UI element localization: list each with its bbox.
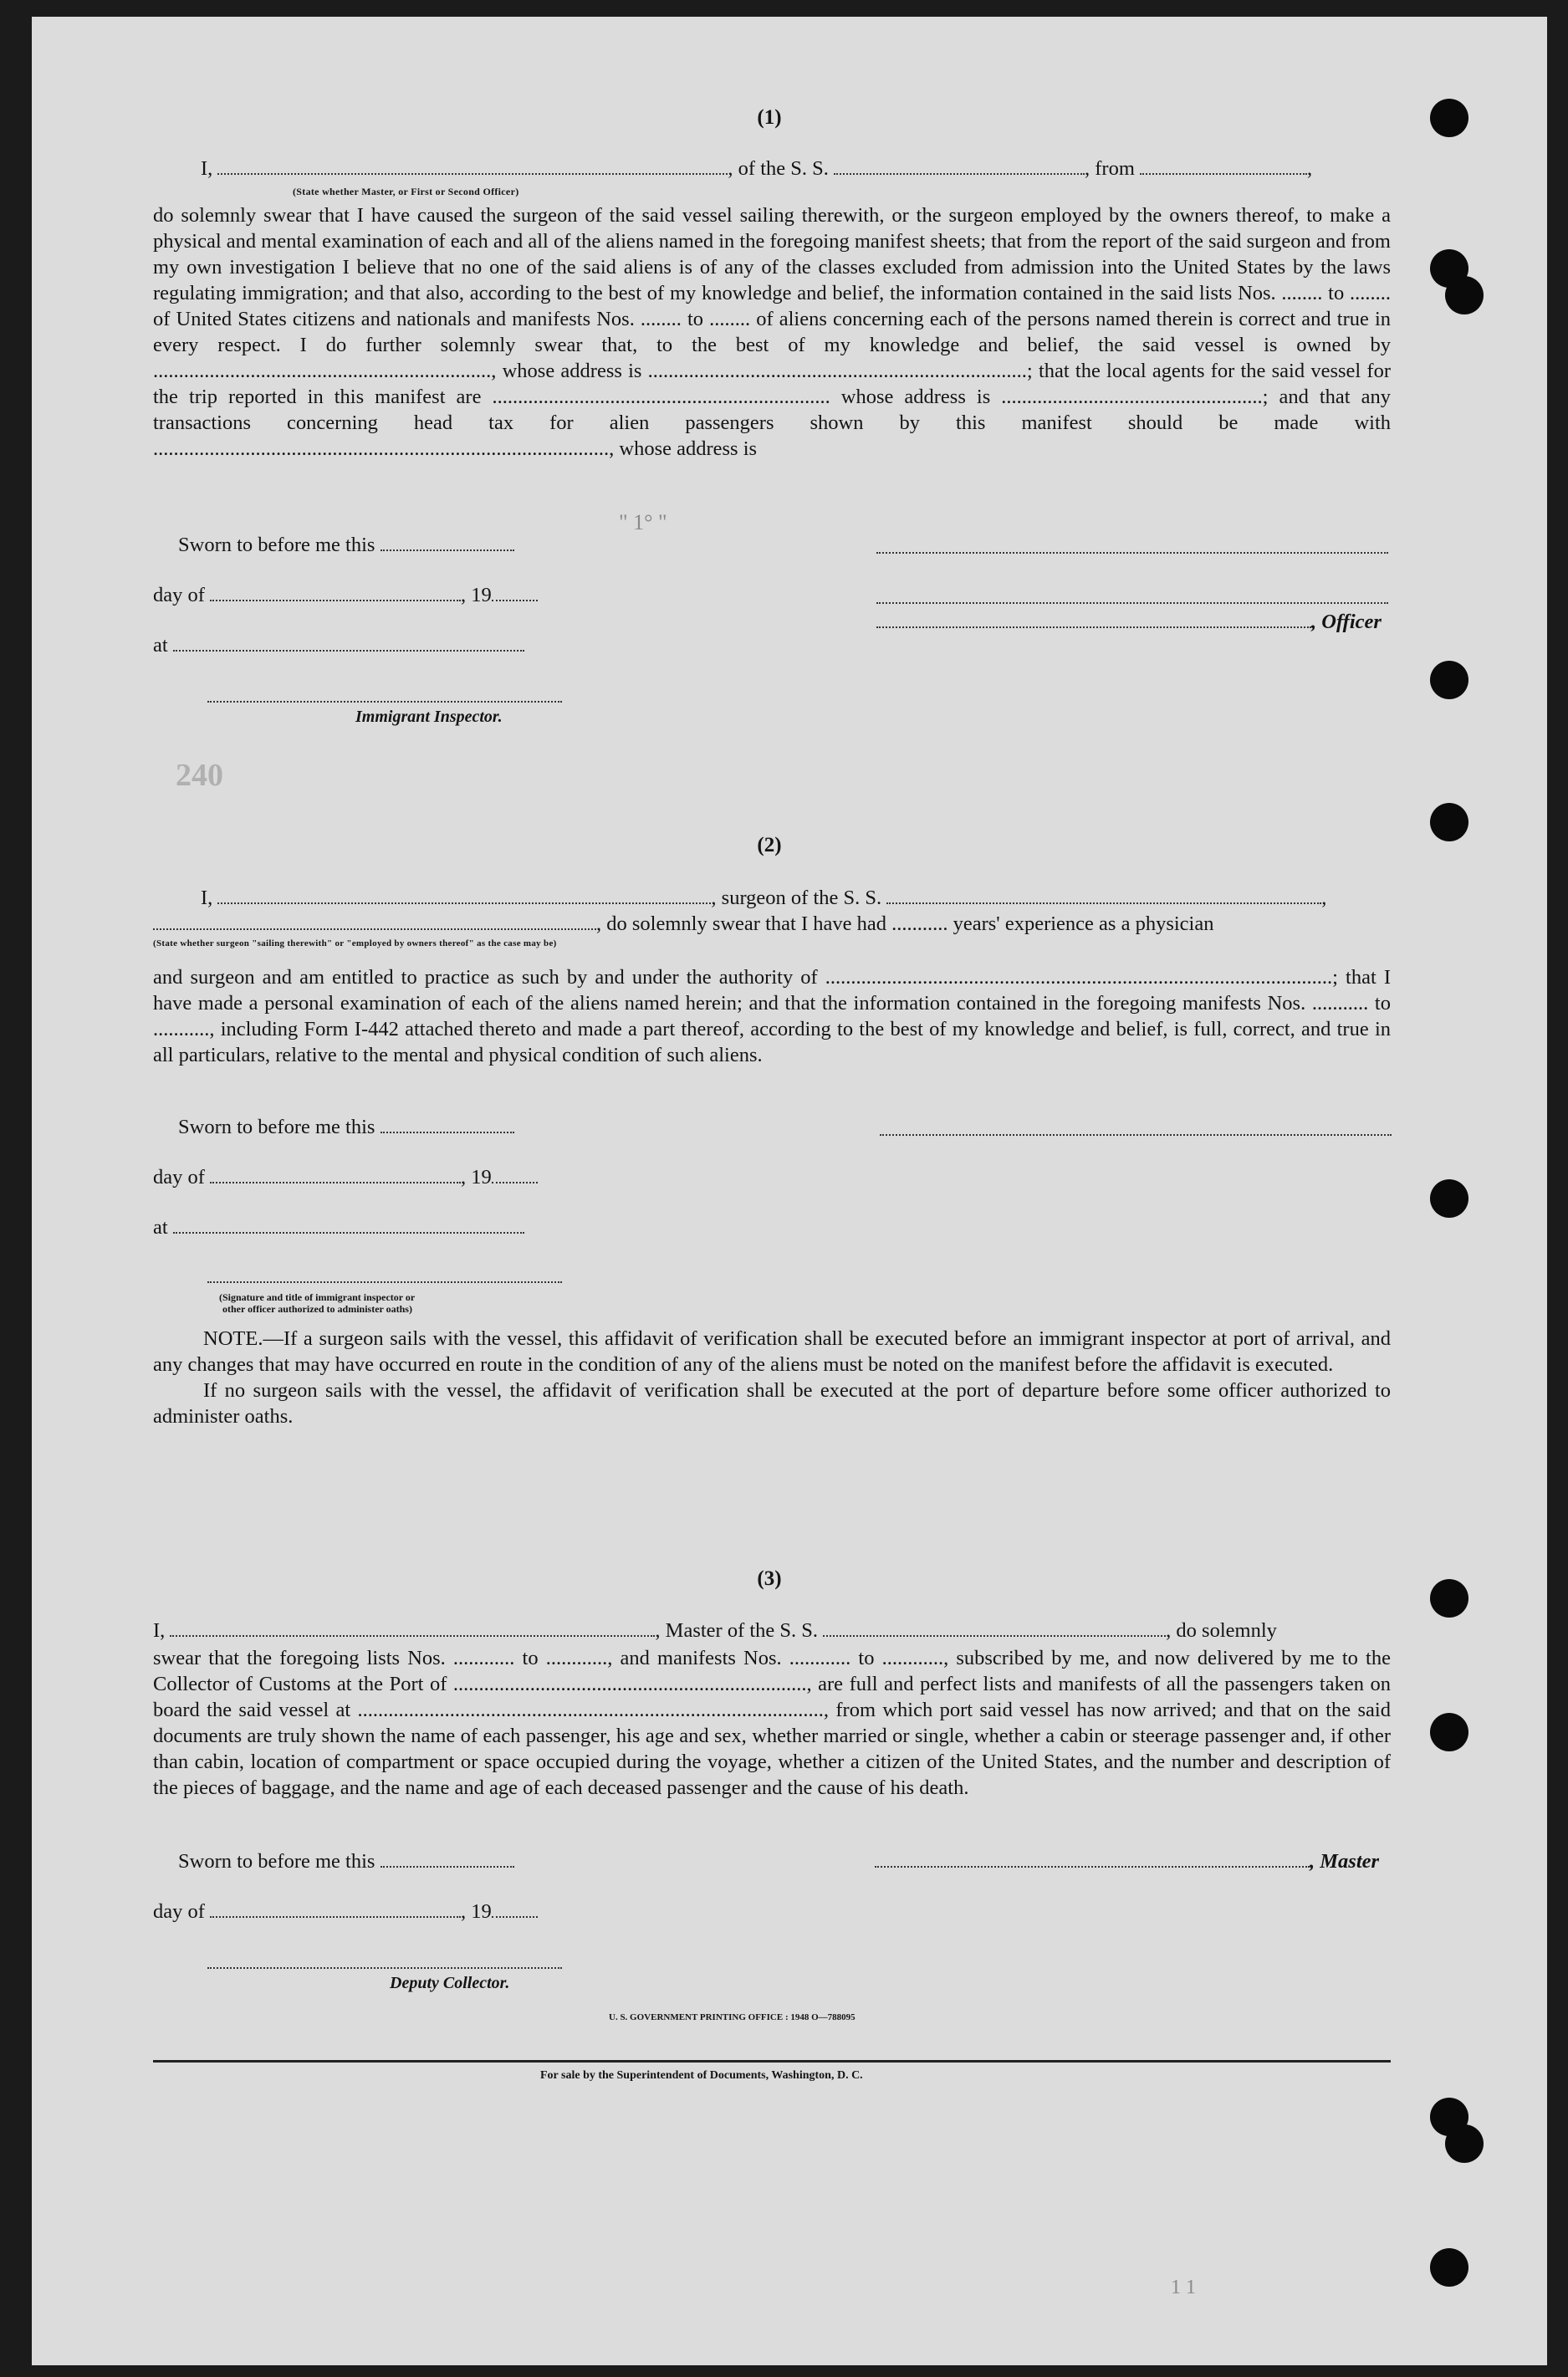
printing-office: U. S. GOVERNMENT PRINTING OFFICE : 1948 O—788095: [609, 2012, 856, 2022]
section-1-body: do solemnly swear that I have caused the surgeon of the said vessel sailing therewith, or the surgeon employed by the owners thereof, to make a physical and mental examination of each and all of the aliens named in the foregoing manifest sheets; that from the report of the said surgeon and from my own investigation I believe that no one of the said aliens is of any of the classes excluded from admission into the United States by the laws regulating immigration; and that also, according to the best of my knowledge and belief, the information contained in the said lists Nos. ........ to ........ of United States citizens and nationals and manifests Nos. ........ to ........ of aliens concerning each of the persons named therein is correct and true in every respect. I do further solemnly swear that, to the best of my knowledge and belief, the said vessel is owned by .................................................................., whose address is ..........................................................................; that the local agents for the said vessel for the trip reported in this manifest are .................................................................. whose address is ...................................................; and that any transactions concerning head tax for alien passengers shown by this manifest should be made with ........................................................................................., whose address is: [153, 204, 1391, 460]
master-signature: , Master: [875, 1850, 1379, 1873]
section-1-number: (1): [757, 106, 782, 129]
master-signature-field[interactable]: [875, 1851, 1310, 1868]
section-3-sworn: Sworn to before me this: [178, 1850, 514, 1873]
officer-signature: , Officer: [876, 611, 1382, 634]
punch-hole: [1445, 2124, 1484, 2163]
surgeon-name-field[interactable]: [217, 887, 711, 904]
label-from: , from: [1085, 157, 1135, 180]
punch-hole: [1430, 1713, 1468, 1751]
section-2-note: [153, 1326, 1391, 1429]
handwriting-marks: " 1° ": [619, 510, 667, 534]
punch-hole: [1445, 276, 1484, 314]
section-2-day: day of , 19: [153, 1166, 538, 1189]
section-2-sworn: Sworn to before me this: [178, 1116, 514, 1139]
sworn-date-field-1[interactable]: [381, 534, 514, 551]
section-3-day: day of , 19: [153, 1900, 538, 1924]
surgeon-vessel-field[interactable]: [886, 887, 1321, 904]
collector-label: Deputy Collector.: [390, 1974, 510, 1992]
section-2-line-2: , do solemnly swear that I have had ........... years' experience as a physician: [153, 912, 1213, 936]
signature-line-officer-1[interactable]: [876, 552, 1388, 554]
section-2-at: at: [153, 1216, 524, 1240]
collector-signature-line[interactable]: [207, 1967, 562, 1969]
sworn-date-field-3[interactable]: [381, 1851, 514, 1868]
day-field-2[interactable]: [210, 1167, 461, 1183]
inspector-signature-line[interactable]: [207, 701, 562, 703]
punch-hole: [1430, 99, 1468, 137]
stamp-mark: 240: [176, 758, 223, 793]
sworn-date-field-2[interactable]: [381, 1117, 514, 1133]
punch-hole: [1430, 2248, 1468, 2287]
label-i: I,: [201, 157, 213, 180]
punch-hole: [1430, 661, 1468, 699]
footer-text: For sale by the Superintendent of Documents, Washington, D. C.: [540, 2069, 863, 2082]
note-paragraph-1: NOTE.—If a surgeon sails with the vessel, this affidavit of verification shall be executed before an immigrant inspector at port of arrival, and any changes that may have occurred en route in the condition of any of the aliens must be noted on the manifest before the affidavit is executed.: [153, 1327, 1391, 1376]
section-1-sworn: Sworn to before me this: [178, 534, 514, 557]
section-3-number: (3): [757, 1567, 782, 1590]
section-3-body: swear that the foregoing lists Nos. ............ to ............, and manifests Nos. ............ to ............, subscribed by me, and now delivered by me to the Collector of Customs at the Port of ....................................................................., are full and perfect lists and manifests of all the passengers taken on board the said vessel at ..........................................................................................., from which port said vessel has now arrived; and that on the said documents are truly shown the name of each passenger, his age and sex, whether married or single, whether a cabin or steerage passenger and, if other than cabin, location of compartment or space occupied during the voyage, whether a citizen of the United States, and the number and description of the pieces of baggage, and the name and age of each deceased passenger and the cause of his death.: [153, 1647, 1391, 1799]
day-field-3[interactable]: [210, 1901, 461, 1918]
year-field-2[interactable]: [492, 1167, 538, 1183]
section-2-line-1: I, , surgeon of the S. S. ,: [201, 887, 1327, 909]
section-3-line-1: I, , Master of the S. S. , do solemnly: [153, 1619, 1277, 1642]
section-2-number: (2): [757, 834, 782, 856]
note-paragraph-2: If no surgeon sails with the vessel, the affidavit of verification shall be executed at the port of departure before some officer authorized to administer oaths.: [153, 1379, 1391, 1428]
surgeon-signature-line[interactable]: [880, 1134, 1392, 1136]
vessel-name-field[interactable]: [834, 158, 1085, 175]
year-field-3[interactable]: [492, 1901, 538, 1918]
section-2-body: and surgeon and am entitled to practice as such by and under the authority of ...................................................................................................; that I have made a personal examination of each of the aliens named herein; and that the information contained in the foregoing manifests Nos. ........... to ..........., including Form I-442 attached thereto and made a part thereof, according to the best of my knowledge and belief, is full, correct, and true in all particulars, relative to the mental and physical condition of such aliens.: [153, 966, 1391, 1066]
section-1-day: day of , 19: [153, 584, 538, 607]
section-1-line-1: I, , of the S. S. , from ,: [201, 157, 1313, 180]
at-field-1[interactable]: [173, 635, 524, 652]
punch-hole: [1430, 803, 1468, 841]
section-1-rank-note: (State whether Master, or First or Second Officer): [293, 186, 519, 197]
master-name-field[interactable]: [170, 1620, 655, 1637]
inspector-signature-line-2[interactable]: [207, 1281, 562, 1283]
master-vessel-field[interactable]: [823, 1620, 1166, 1637]
sig-note-2: other officer authorized to administer oaths): [222, 1303, 412, 1315]
footer-rule: [153, 2060, 1391, 2063]
from-port-field[interactable]: [1140, 158, 1307, 175]
surgeon-status-field[interactable]: [153, 913, 596, 930]
year-field-1[interactable]: [492, 585, 538, 601]
officer-signature-field[interactable]: [876, 611, 1311, 628]
section-1-at: at: [153, 634, 524, 657]
label-of-ss: , of the S. S.: [728, 157, 829, 180]
inspector-label: Immigrant Inspector.: [355, 708, 503, 726]
sig-note-1: (Signature and title of immigrant inspector or: [219, 1291, 416, 1303]
signature-line-officer-2[interactable]: [876, 602, 1388, 604]
officer-name-field[interactable]: [217, 158, 728, 175]
at-field-2[interactable]: [173, 1217, 524, 1234]
section-2-status-note: (State whether surgeon "sailing therewith" or "employed by owners thereof" as the case may be): [153, 938, 557, 948]
punch-hole: [1430, 1579, 1468, 1618]
punch-hole: [1430, 1179, 1468, 1218]
day-field-1[interactable]: [210, 585, 461, 601]
page-stamp: 1 1: [1171, 2277, 1196, 2298]
